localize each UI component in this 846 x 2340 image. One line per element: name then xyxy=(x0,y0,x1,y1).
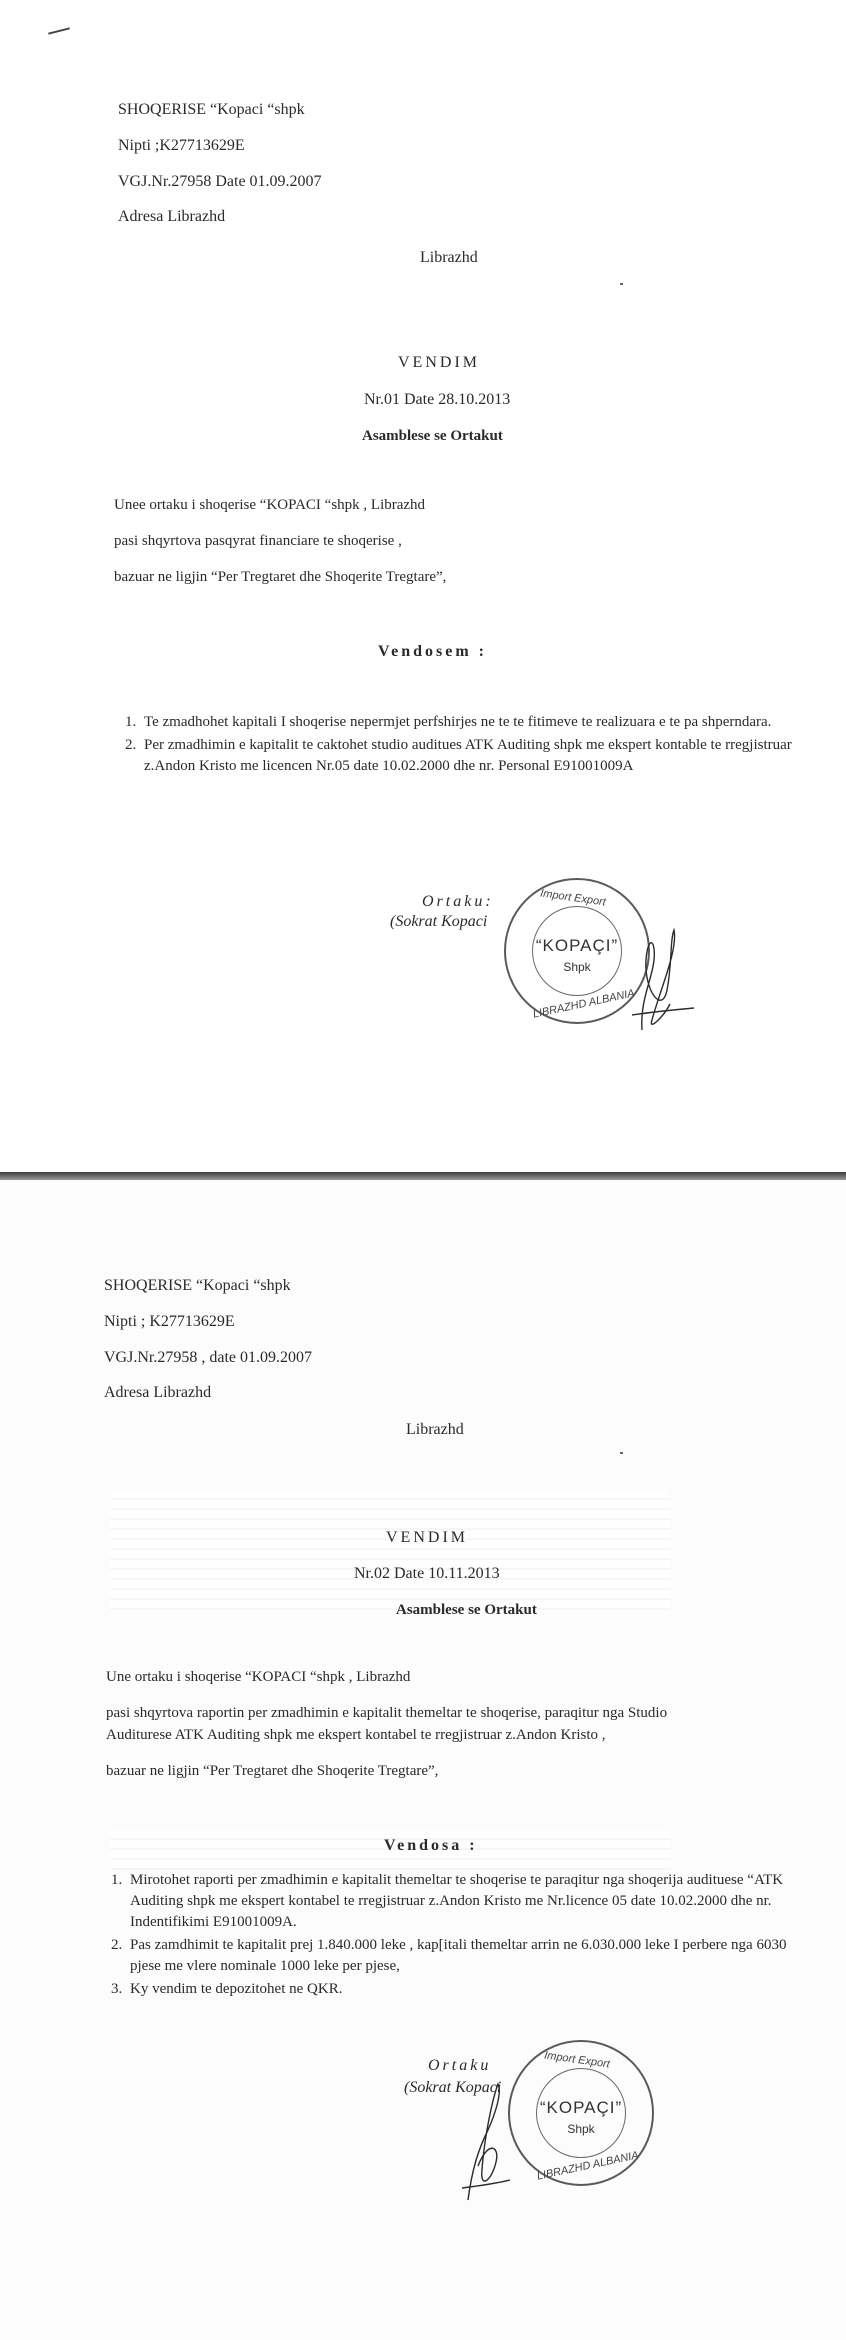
stamp-top-text: Import Export xyxy=(543,2049,611,2071)
stamp-type: Shpk xyxy=(563,960,591,974)
bleed-through-text xyxy=(110,1490,670,1610)
city-line: Librazhd xyxy=(406,1421,464,1438)
decision-item: 2. Per zmadhimin e kapitalit te caktohet studio auditues ATK Auditing shpk me ekspert kontable te rregjistruar z.Andon Kristo me licencen Nr.05 date 10.02.2000 dhe nr. Personal E91001009A xyxy=(140,735,800,777)
address-line: Adresa Librazhd xyxy=(104,1384,212,1401)
stamp-name: “KOPAÇI” xyxy=(539,2098,623,2117)
decision-number-date: Nr.01 Date 28.10.2013 xyxy=(364,391,511,408)
decision-item: 2. Pas zamdhimit te kapitalit prej 1.840.000 leke , kap[itali themeltar arrin ne 6.030.000 leke I perbere nga 6030 pjese me vlere nominale 1000 leke per pjese, xyxy=(126,1935,806,1977)
intro-line: pasi shqyrtova pasqyrat financiare te shoqerise , xyxy=(114,533,402,549)
intro-line: Unee ortaku i shoqerise “KOPACI “shpk , Librazhd xyxy=(114,497,426,513)
company-name: SHOQERISE “Kopaci “shpk xyxy=(118,101,305,118)
scan-dot xyxy=(620,283,623,285)
partner-label: Ortaku: xyxy=(422,893,494,910)
company-stamp xyxy=(508,2040,654,2186)
decision-number-date: Nr.02 Date 10.11.2013 xyxy=(354,1565,500,1582)
intro-line: Une ortaku i shoqerise “KOPACI “shpk , Librazhd xyxy=(106,1669,411,1685)
decision-page-2 xyxy=(0,1180,846,2340)
partner-name: (Sokrat Kopaci xyxy=(390,913,488,930)
intro-line: pasi shqyrtova raportin per zmadhimin e kapitalit themeltar te shoqerise, paraqitur nga Studio xyxy=(106,1705,668,1721)
stamp-bottom-text: LIBRAZHD ALBANIA xyxy=(535,2149,640,2183)
registration-line: VGJ.Nr.27958 , date 01.09.2007 xyxy=(104,1349,312,1366)
page-divider xyxy=(0,1172,846,1180)
resolve-heading: Vendosa : xyxy=(384,1837,478,1854)
address-line: Adresa Librazhd xyxy=(118,208,226,225)
decision-item: 1. Te zmadhohet kapitali I shoqerise nepermjet perfshirjes ne te te fitimeve te realizuara e te pa shperndara. xyxy=(140,712,800,733)
stamp-name: “KOPAÇI” xyxy=(535,936,619,955)
intro-line: Auditurese ATK Auditing shpk me ekspert kontabel te rregjistruar z.Andon Kristo , xyxy=(106,1727,606,1743)
intro-line: bazuar ne ligjin “Per Tregtaret dhe Shoqerite Tregtare”, xyxy=(106,1763,439,1779)
partner-name: (Sokrat Kopaci xyxy=(404,2079,502,2096)
signature-icon xyxy=(612,920,702,1040)
signature-icon xyxy=(448,2070,528,2210)
decision-item: 1. Mirotohet raporti per zmadhimin e kapitalit themeltar te shoqerise te paraqitur nga shoqerija audituese “ATK Auditing shpk me ekspert kontabel te rregjistruar z.Andon Kristo me Nr.licence 05 date 10.02.2000 dhe nr. Indentifikimi E91001009A. xyxy=(126,1870,806,1933)
company-name: SHOQERISE “Kopaci “shpk xyxy=(104,1277,291,1294)
stamp-top-text: Import Export xyxy=(539,887,607,909)
city-line: Librazhd xyxy=(420,249,478,266)
decision-title: VENDIM xyxy=(386,1529,468,1546)
decision-items xyxy=(112,712,800,779)
nipt-line: Nipti ; K27713629E xyxy=(104,1313,235,1330)
nipt-line: Nipti ;K27713629E xyxy=(118,137,245,154)
stamp-bottom-text: LIBRAZHD ALBANIA xyxy=(531,987,636,1021)
scan-mark xyxy=(48,27,70,34)
assembly-heading: Asamblese se Ortakut xyxy=(362,428,503,444)
intro-line: bazuar ne ligjin “Per Tregtaret dhe Shoqerite Tregtare”, xyxy=(114,569,447,585)
registration-line: VGJ.Nr.27958 Date 01.09.2007 xyxy=(118,173,322,190)
resolve-heading: Vendosem : xyxy=(378,643,487,660)
stamp-type: Shpk xyxy=(567,2122,595,2136)
decision-item: 3. Ky vendim te depozitohet ne QKR. xyxy=(126,1979,806,2000)
partner-label: Ortaku xyxy=(428,2057,492,2074)
decision-items xyxy=(98,1870,806,2002)
decision-title: VENDIM xyxy=(398,354,480,371)
assembly-heading: Asamblese se Ortakut xyxy=(396,1602,537,1618)
scan-dot xyxy=(620,1452,623,1454)
